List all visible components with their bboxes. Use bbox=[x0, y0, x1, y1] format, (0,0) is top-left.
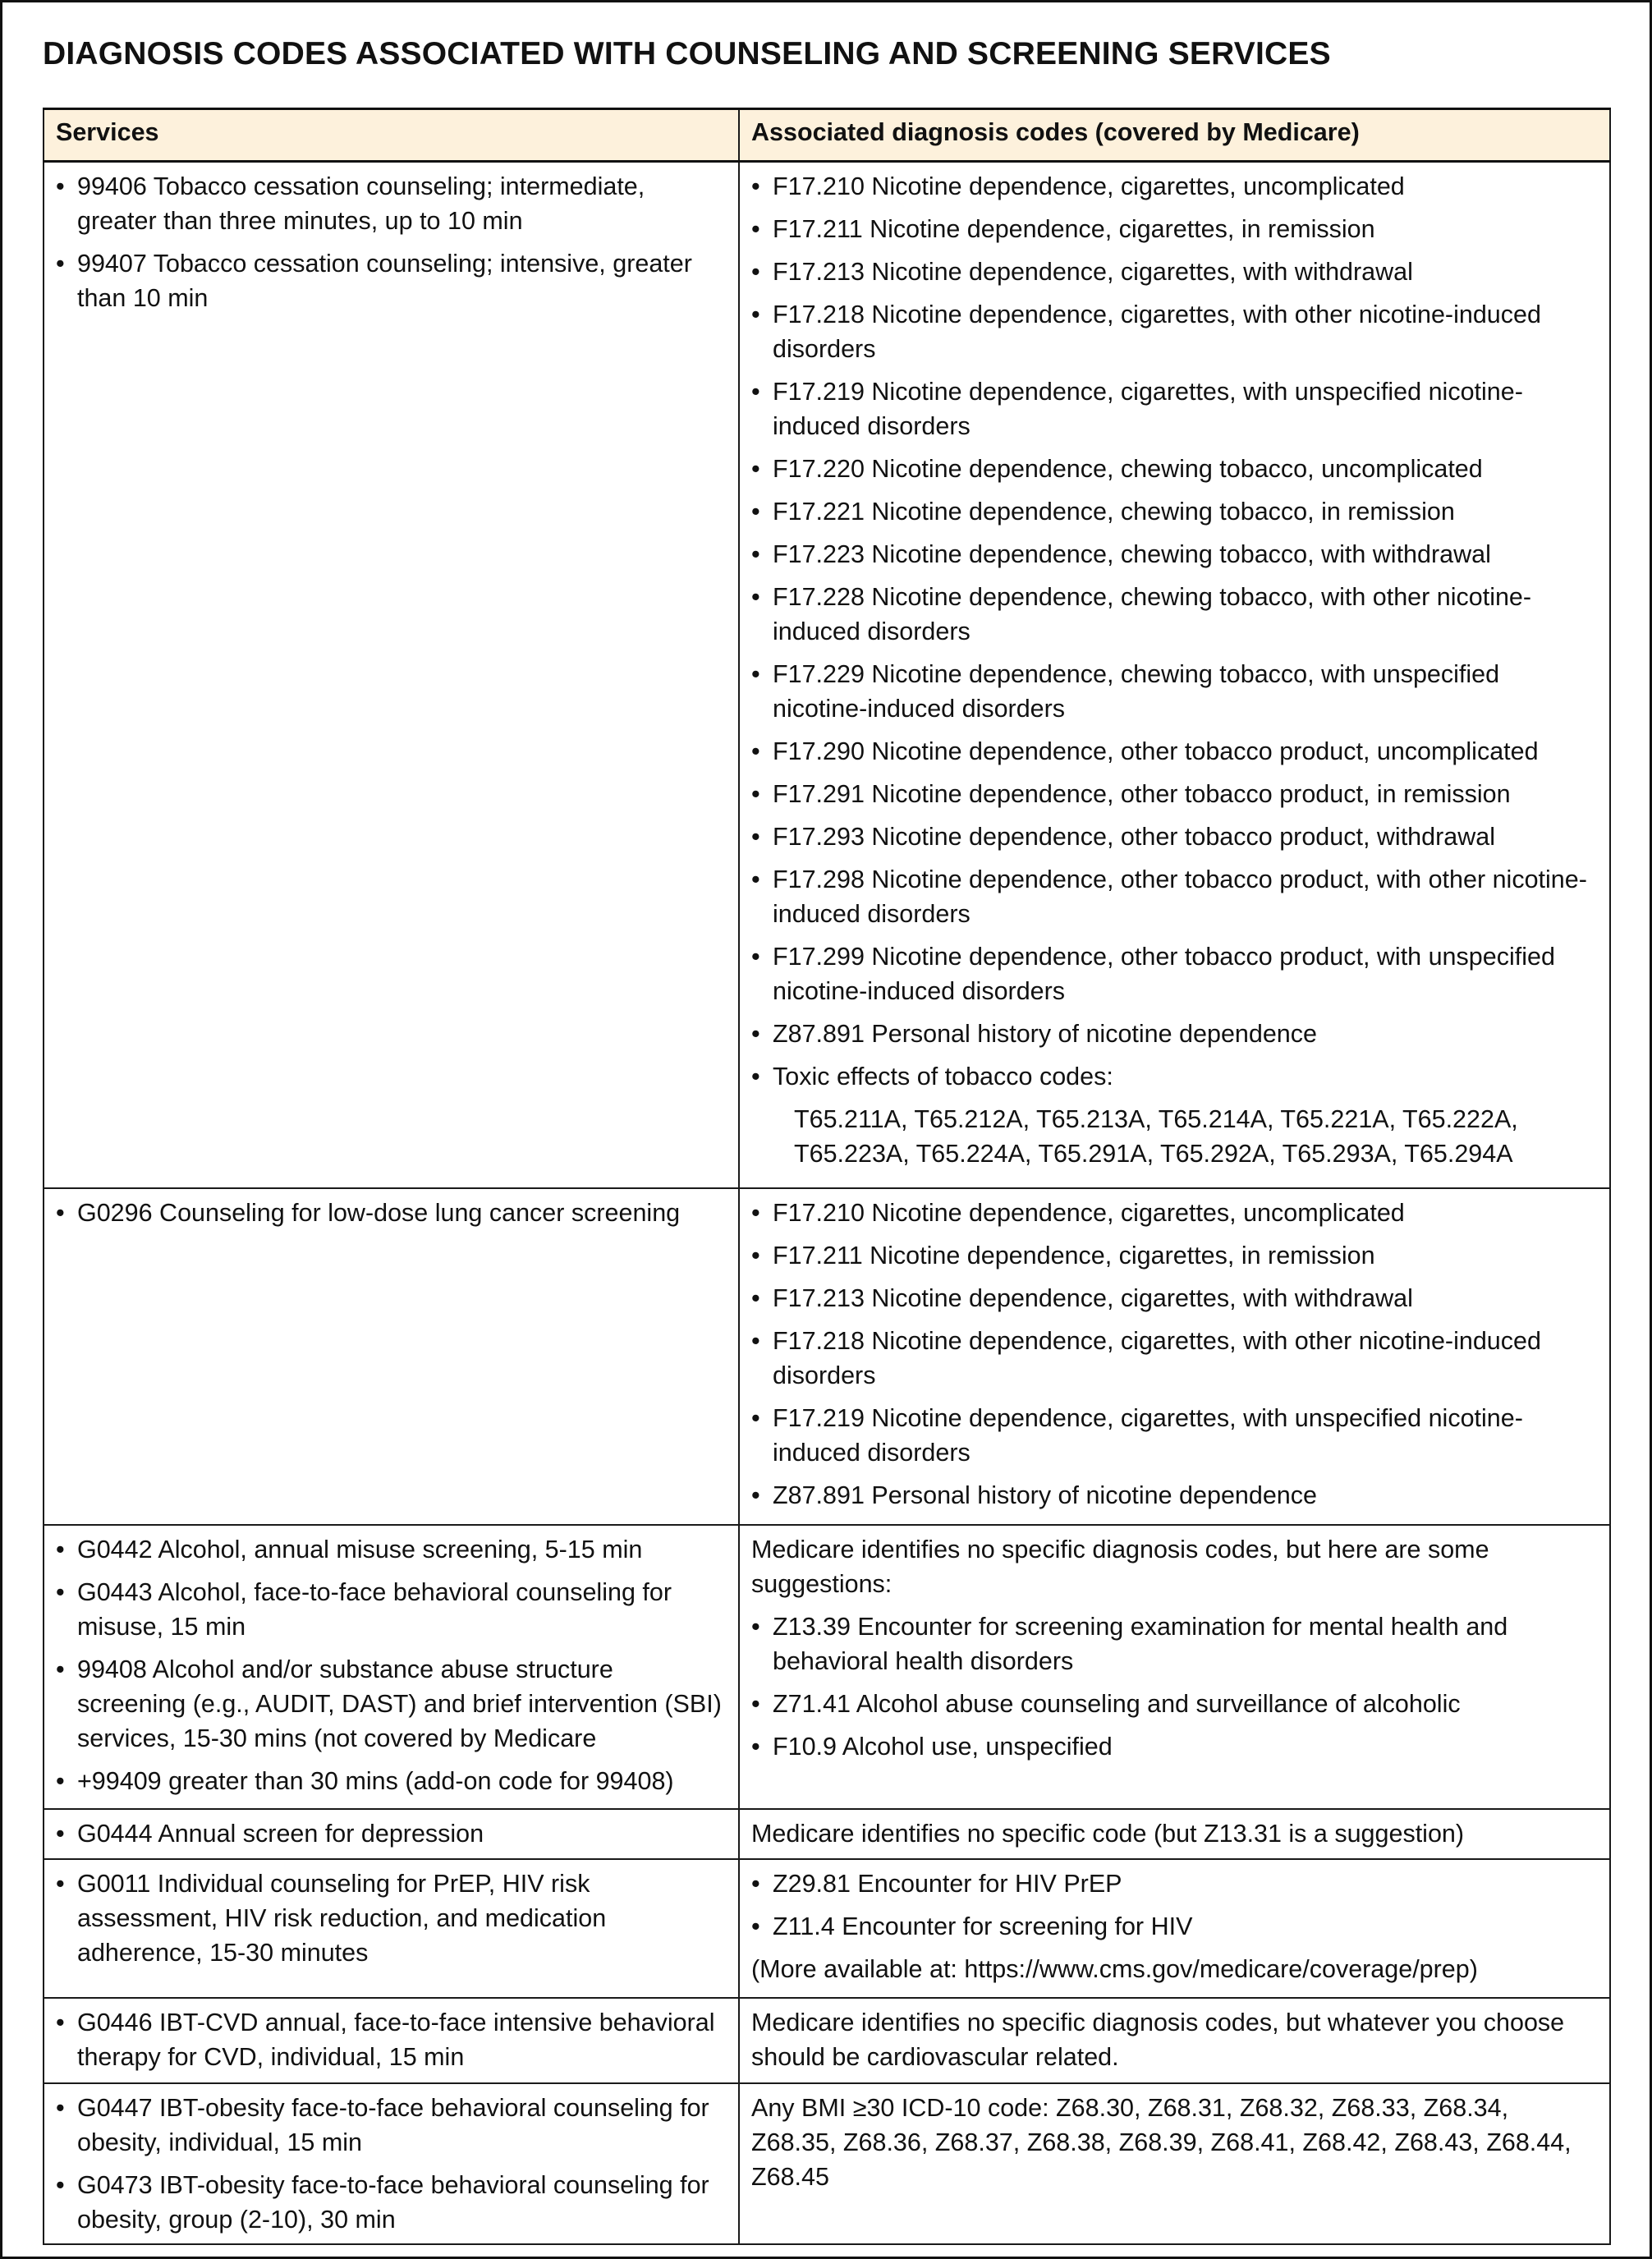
code-item: • Z87.891 Personal history of nicotine dependence bbox=[751, 1478, 1598, 1513]
codes-list bbox=[751, 1196, 1598, 1513]
services-list bbox=[56, 169, 727, 315]
code-item: • Z11.4 Encounter for screening for HIV bbox=[751, 1909, 1598, 1944]
codes-cell bbox=[739, 1809, 1610, 1859]
service-item: • 99408 Alcohol and/or substance abuse structure screening (e.g., AUDIT, DAST) and brief intervention (SBI) services, 15-30 mins (not covered by Medicare bbox=[56, 1652, 727, 1756]
column-header-diagnosis-codes: Associated diagnosis codes (covered by Medicare) bbox=[739, 109, 1610, 162]
codes-cell bbox=[739, 1998, 1610, 2083]
service-item: • G0442 Alcohol, annual misuse screening, 5-15 min bbox=[56, 1532, 727, 1567]
codes-cell bbox=[739, 2083, 1610, 2244]
table-row bbox=[44, 1998, 1610, 2083]
service-item: • 99407 Tobacco cessation counseling; intensive, greater than 10 min bbox=[56, 246, 727, 315]
services-cell bbox=[44, 2083, 739, 2244]
column-header-services: Services bbox=[44, 109, 739, 162]
services-list bbox=[56, 1816, 727, 1851]
table-row bbox=[44, 1859, 1610, 1998]
services-list bbox=[56, 1866, 727, 1970]
table-row bbox=[44, 1188, 1610, 1525]
code-item: • F17.211 Nicotine dependence, cigarettes, in remission bbox=[751, 1238, 1598, 1273]
service-item: • G0444 Annual screen for depression bbox=[56, 1816, 727, 1851]
code-item: • F17.218 Nicotine dependence, cigarettes, with other nicotine-induced disorders bbox=[751, 1324, 1598, 1393]
code-item: • Z71.41 Alcohol abuse counseling and surveillance of alcoholic bbox=[751, 1687, 1598, 1721]
codes-list bbox=[751, 1609, 1598, 1764]
service-item: • G0011 Individual counseling for PrEP, HIV risk assessment, HIV risk reduction, and medication adherence, 15-30 minutes bbox=[56, 1866, 727, 1970]
table-row bbox=[44, 1525, 1610, 1809]
code-item: • Z29.81 Encounter for HIV PrEP bbox=[751, 1866, 1598, 1901]
codes-text: Medicare identifies no specific diagnosis codes, but whatever you choose should be cardiovascular related. bbox=[751, 2009, 1565, 2071]
table-row bbox=[44, 2083, 1610, 2244]
diagnosis-codes-table bbox=[43, 108, 1611, 2245]
codes-cell bbox=[739, 1188, 1610, 1525]
code-item: • Toxic effects of tobacco codes: bbox=[751, 1059, 1598, 1094]
services-list bbox=[56, 2091, 727, 2237]
codes-cell bbox=[739, 1859, 1610, 1998]
code-item: • F17.213 Nicotine dependence, cigarettes, with withdrawal bbox=[751, 255, 1598, 289]
service-item: • G0446 IBT-CVD annual, face-to-face intensive behavioral therapy for CVD, individual, 15 min bbox=[56, 2005, 727, 2074]
table-row bbox=[44, 1809, 1610, 1859]
services-cell bbox=[44, 1525, 739, 1809]
services-list bbox=[56, 2005, 727, 2074]
page-title: DIAGNOSIS CODES ASSOCIATED WITH COUNSELING AND SCREENING SERVICES bbox=[43, 36, 1331, 71]
prep-more-info-link[interactable]: (More available at: https://www.cms.gov/medicare/coverage/prep) bbox=[751, 1955, 1478, 1983]
codes-cell bbox=[739, 1525, 1610, 1809]
code-item: • F17.210 Nicotine dependence, cigarettes, uncomplicated bbox=[751, 1196, 1598, 1230]
services-cell bbox=[44, 1859, 739, 1998]
table-row bbox=[44, 162, 1610, 1189]
code-item: • F17.221 Nicotine dependence, chewing tobacco, in remission bbox=[751, 494, 1598, 529]
services-list bbox=[56, 1196, 727, 1230]
code-item: • F17.223 Nicotine dependence, chewing tobacco, with withdrawal bbox=[751, 537, 1598, 572]
code-item: • F17.291 Nicotine dependence, other tobacco product, in remission bbox=[751, 777, 1598, 811]
services-cell bbox=[44, 1188, 739, 1525]
code-item: • F17.219 Nicotine dependence, cigarettes, with unspecified nicotine-induced disorders bbox=[751, 1401, 1598, 1470]
code-item: • F17.290 Nicotine dependence, other tobacco product, uncomplicated bbox=[751, 734, 1598, 769]
services-list bbox=[56, 1532, 727, 1798]
service-item: • G0296 Counseling for low-dose lung cancer screening bbox=[56, 1196, 727, 1230]
code-item: • F17.298 Nicotine dependence, other tobacco product, with other nicotine-induced disorders bbox=[751, 862, 1598, 931]
code-item: • F17.228 Nicotine dependence, chewing tobacco, with other nicotine-induced disorders bbox=[751, 580, 1598, 649]
toxic-effects-codes: T65.211A, T65.212A, T65.213A, T65.214A, T65.221A, T65.222A, T65.223A, T65.224A, T65.291A, T65.292A, T65.293A, T65.294A bbox=[794, 1105, 1518, 1168]
service-item: • 99406 Tobacco cessation counseling; intermediate, greater than three minutes, up to 10 min bbox=[56, 169, 727, 238]
code-item: • F17.210 Nicotine dependence, cigarettes, uncomplicated bbox=[751, 169, 1598, 204]
code-item: • F10.9 Alcohol use, unspecified bbox=[751, 1729, 1598, 1764]
services-cell bbox=[44, 162, 739, 1189]
code-item: • Z13.39 Encounter for screening examination for mental health and behavioral health disorders bbox=[751, 1609, 1598, 1678]
services-cell bbox=[44, 1809, 739, 1859]
codes-text: Any BMI ≥30 ICD-10 code: Z68.30, Z68.31, Z68.32, Z68.33, Z68.34, Z68.35, Z68.36, Z68.37, Z68.38, Z68.39, Z68.41, Z68.42, Z68.43, Z68.44, Z68.45 bbox=[751, 2094, 1572, 2191]
code-item: • F17.299 Nicotine dependence, other tobacco product, with unspecified nicotine-induced disorders bbox=[751, 939, 1598, 1008]
code-item: • F17.293 Nicotine dependence, other tobacco product, withdrawal bbox=[751, 820, 1598, 854]
codes-intro: Medicare identifies no specific diagnosis codes, but here are some suggestions: bbox=[751, 1536, 1489, 1598]
code-item: • F17.213 Nicotine dependence, cigarettes, with withdrawal bbox=[751, 1281, 1598, 1315]
code-item: • F17.219 Nicotine dependence, cigarettes, with unspecified nicotine-induced disorders bbox=[751, 374, 1598, 443]
service-item: • G0473 IBT-obesity face-to-face behavioral counseling for obesity, group (2-10), 30 min bbox=[56, 2168, 727, 2237]
codes-text: Medicare identifies no specific code (but Z13.31 is a suggestion) bbox=[751, 1820, 1465, 1848]
code-item: • F17.229 Nicotine dependence, chewing tobacco, with unspecified nicotine-induced disorders bbox=[751, 657, 1598, 726]
services-cell bbox=[44, 1998, 739, 2083]
service-item: • G0443 Alcohol, face-to-face behavioral counseling for misuse, 15 min bbox=[56, 1575, 727, 1644]
code-item: • F17.218 Nicotine dependence, cigarettes, with other nicotine-induced disorders bbox=[751, 297, 1598, 366]
code-item: • Z87.891 Personal history of nicotine dependence bbox=[751, 1017, 1598, 1051]
service-item: • +99409 greater than 30 mins (add-on code for 99408) bbox=[56, 1764, 727, 1798]
codes-cell bbox=[739, 162, 1610, 1189]
service-item: • G0447 IBT-obesity face-to-face behavioral counseling for obesity, individual, 15 min bbox=[56, 2091, 727, 2160]
table-header-row bbox=[44, 109, 1610, 162]
codes-list bbox=[751, 169, 1598, 1094]
codes-list bbox=[751, 1866, 1598, 1944]
code-item: • F17.220 Nicotine dependence, chewing tobacco, uncomplicated bbox=[751, 452, 1598, 486]
code-item: • F17.211 Nicotine dependence, cigarettes, in remission bbox=[751, 212, 1598, 246]
